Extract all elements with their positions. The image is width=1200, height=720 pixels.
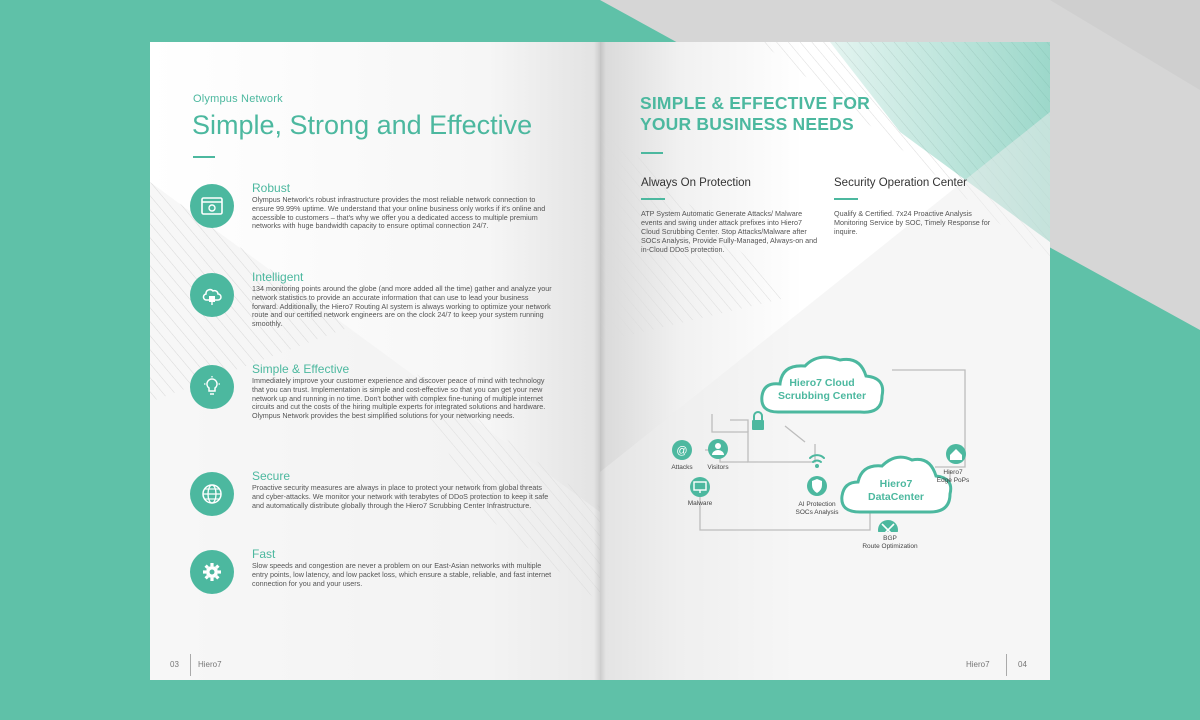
datacenter-cloud xyxy=(842,457,951,512)
feature-title: Secure xyxy=(252,469,291,483)
title-line-2: YOUR BUSINESS NEEDS xyxy=(640,114,854,134)
malware-node xyxy=(688,477,713,507)
column-always-on-protection xyxy=(641,177,821,254)
column-body: ATP System Automatic Generate Attacks/ Malware events and swing under attack prefixes into Hiero7 Cloud Scrubbing Center. Stop Attacks/Malware after SOCs Analysis, Provide Fully-Managed, Always-on and in-Cloud DDoS protection. xyxy=(641,209,818,254)
globe-icon xyxy=(190,472,234,516)
column-body: Qualify & Certified. 7x24 Proactive Analysis Monitoring Service by SOC, Timely Response for inquire. xyxy=(834,209,991,236)
footer-divider xyxy=(1006,654,1007,676)
attacks-label: Attacks xyxy=(671,464,693,471)
left-page xyxy=(150,42,600,680)
right-page-title xyxy=(640,93,870,135)
title-rule xyxy=(193,156,215,158)
network-diagram xyxy=(660,332,980,532)
visitors-label: Visitors xyxy=(707,464,729,471)
gear-icon xyxy=(190,550,234,594)
ai-label-line2: SOCs Analysis xyxy=(795,509,839,516)
bgp-label-line1: BGP xyxy=(883,535,897,542)
attacks-node xyxy=(671,440,693,471)
footer-brand: Hiero7 xyxy=(966,660,990,669)
column-heading: Always On Protection xyxy=(641,177,751,189)
cloud2-label-line1: Hiero7 xyxy=(879,478,913,490)
lightbulb-icon xyxy=(190,365,234,409)
footer-divider xyxy=(190,654,191,676)
feature-body: Immediately improve your customer experience and discover peace of mind with technology that you can trust. Implementation is simple and cost-effective so that you can get your new network up and running in no time. Don't bother with complex fine-tuning of multiple internet circuits and cut the costs of the hiring multiple experts for integrated solutions and hardware. Olympus Network provides the best simplified solutions for your networking needs. xyxy=(252,376,546,421)
right-page xyxy=(600,42,1050,680)
feature-title: Fast xyxy=(252,547,276,561)
book-spine-shadow xyxy=(594,42,606,680)
ai-label-line1: AI Protection xyxy=(798,501,836,508)
wifi-icon xyxy=(810,455,824,467)
cloud-server-icon xyxy=(190,273,234,317)
edge-label-line2: Edge PoPs xyxy=(936,477,970,484)
page-title: Simple, Strong and Effective xyxy=(192,110,533,140)
ai-protection-node xyxy=(796,476,840,516)
column-rule xyxy=(641,198,665,200)
cloud2-label-line2: DataCenter xyxy=(867,491,925,503)
column-rule xyxy=(834,198,858,200)
page-number: 04 xyxy=(1018,660,1027,669)
bgp-node xyxy=(878,520,898,532)
column-security-operation-center xyxy=(834,177,1004,236)
feature-title: Robust xyxy=(252,181,291,195)
malware-label: Malware xyxy=(687,500,713,507)
feature-body: Proactive security measures are always in place to protect your network from global threats and cyber-attacks. We monitor your network with terabytes of DDoS protection to keep it safe and automatically distribute globally through the Hiero7 Scrubbing Center Infrastructure. xyxy=(252,483,549,510)
page-number: 03 xyxy=(170,660,179,669)
footer-brand: Hiero7 xyxy=(198,660,222,669)
edge-label-line1: Hiero7 xyxy=(943,469,963,476)
feature-body: Slow speeds and congestion are never a problem on our East-Asian networks with multiple entry points, low latency, and low packet loss, which ensure a stable, reliable, and fast internet connection for you and your users. xyxy=(252,561,552,588)
column-heading: Security Operation Center xyxy=(834,177,967,189)
footer xyxy=(150,652,600,680)
feature-title: Simple & Effective xyxy=(252,362,350,376)
footer xyxy=(600,652,1050,680)
at-sign-icon: @ xyxy=(676,445,688,457)
browser-settings-icon xyxy=(190,184,234,228)
visitors-node xyxy=(707,439,729,471)
title-line-1: SIMPLE & EFFECTIVE FOR xyxy=(640,93,870,113)
feature-title: Intelligent xyxy=(252,270,304,284)
scrubbing-center-cloud xyxy=(762,357,883,412)
cloud1-label-line1: Hiero7 Cloud xyxy=(789,377,855,389)
bgp-label xyxy=(845,535,935,551)
bgp-label-line2: Route Optimization xyxy=(862,543,918,550)
cloud1-label-line2: Scrubbing Center xyxy=(777,390,867,402)
feature-body: 134 monitoring points around the globe (and more added all the time) gather and analyze your network statistics to provide an accurate information that can use to lead your business forward. Additionally, the Hiero7 Routing AI system is always working to optimize your network route and our certified network engineers are on the clock 24/7 to keep your system running smoothly. xyxy=(252,284,552,329)
feature-body: Olympus Network's robust infrastructure provides the most reliable network connection to ensure 99.99% uptime. We understand that your online business only works if it's online and accessible to customers – that's why we offer you a dedicated access to multiple premium networks with huge bandwidth capacity to ensure optimal connection 24/7. xyxy=(252,195,546,231)
lock-icon xyxy=(752,412,764,430)
kicker: Olympus Network xyxy=(193,93,283,105)
title-rule xyxy=(641,152,663,154)
